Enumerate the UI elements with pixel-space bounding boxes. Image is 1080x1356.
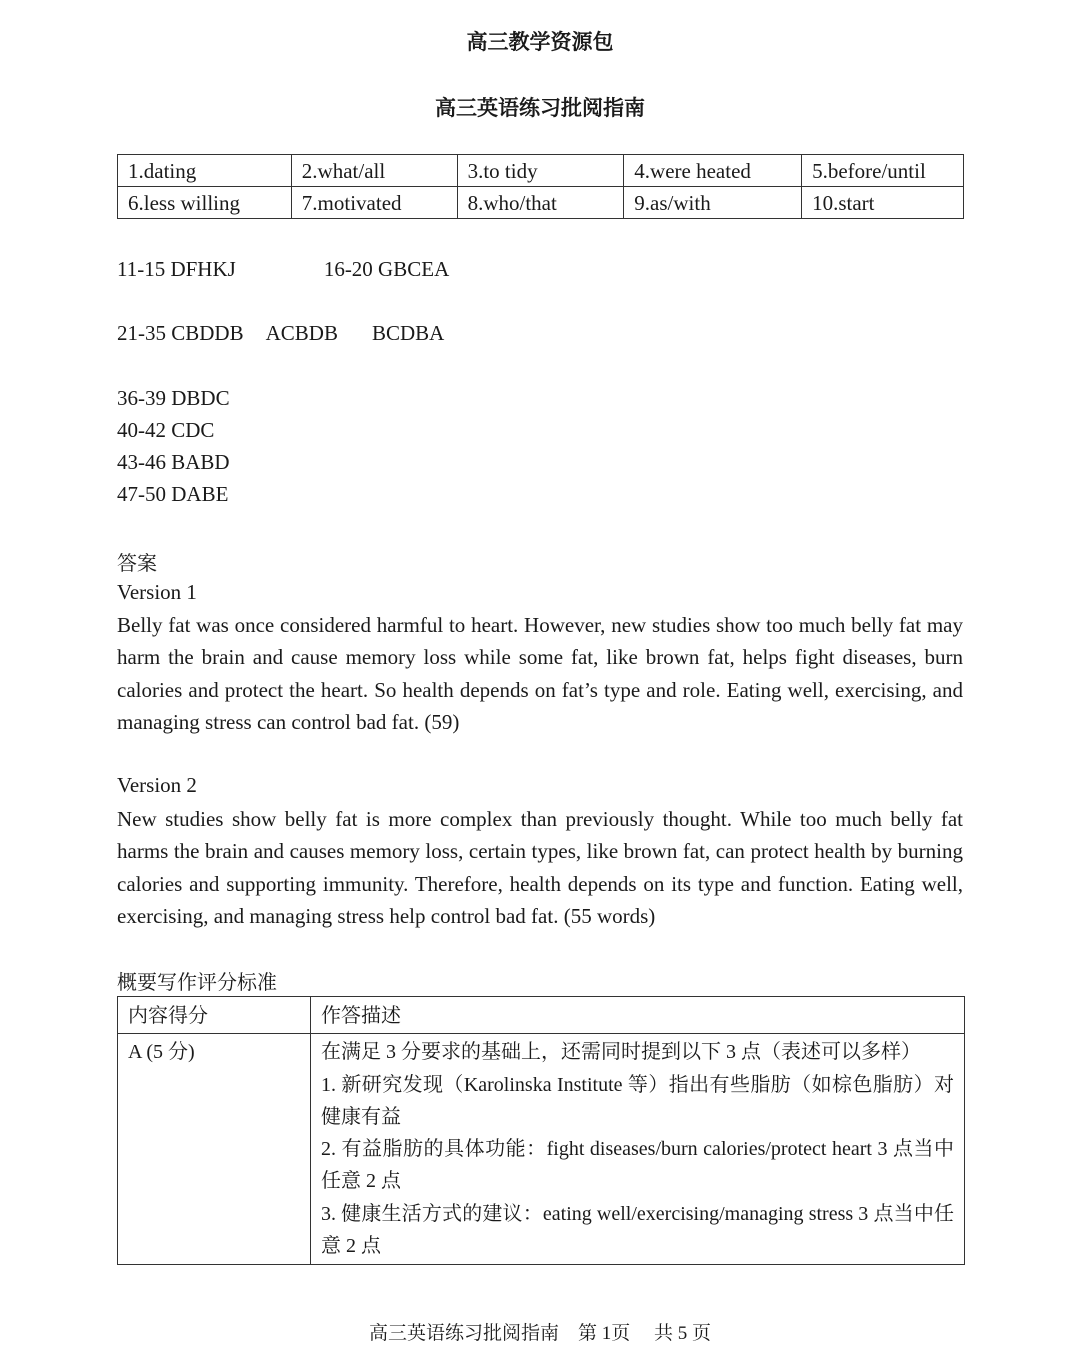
table-row: [118, 187, 964, 219]
answer-cell: 5.before/until: [802, 155, 964, 187]
answer-cell: 10.start: [802, 187, 964, 219]
answer-heading: 答案: [117, 551, 157, 575]
table-row: [118, 155, 964, 187]
answer-cell: 4.were heated: [624, 155, 802, 187]
version-2-text: New studies show belly fat is more complex than previously thought. While too much belly fat harms the brain and causes memory loss, certain types, like brown fat, can protect health by burning calories and supporting immunity. Therefore, health depends on its type and function. Eating well, exercising, and managing stress help control bad fat. (55 words): [117, 807, 963, 928]
column-header-description: 作答描述: [311, 997, 965, 1034]
score-cell: A (5 分): [118, 1034, 311, 1265]
answer-cell: 7.motivated: [291, 187, 457, 219]
version-1-text: Belly fat was once considered harmful to heart. However, new studies show too much belly fat may harm the brain and cause memory loss while some fat, like brown fat, helps fight diseases, burn calories and protect the heart. So health depends on fat’s type and role. Eating well, exercising, and managing stress can control bad fat. (59): [117, 613, 963, 734]
choice-answers: 47-50 DABE: [117, 482, 229, 506]
column-header-score: 内容得分: [118, 997, 311, 1034]
document-subtitle: 高三英语练习批阅指南: [435, 96, 645, 120]
description-cell: [311, 1034, 965, 1265]
answer-cell: 2.what/all: [291, 155, 457, 187]
answer-cell: 8.who/that: [457, 187, 624, 219]
rubric-title: 概要写作评分标准: [117, 970, 277, 994]
choice-answers: 40-42 CDC: [117, 418, 215, 442]
answer-cell: 9.as/with: [624, 187, 802, 219]
answer-table: [117, 154, 964, 219]
page-footer: 高三英语练习批阅指南 第 1页 共 5 页: [368, 1323, 711, 1344]
answer-cell: 1.dating: [118, 155, 292, 187]
description-line: 在满足 3 分要求的基础上，还需同时提到以下 3 点（表述可以多样）: [321, 1041, 921, 1064]
description-line: 3. 健康生活方式的建议：eating well/exercising/managing stress 3 点当中任意 2 点: [321, 1202, 954, 1258]
document-title: 高三教学资源包: [466, 30, 614, 54]
version-2-label: Version 2: [117, 773, 197, 797]
choice-answers: 11-15 DFHKJ: [117, 257, 236, 281]
table-row: [118, 997, 965, 1034]
choice-answers: 36-39 DBDC: [117, 386, 230, 410]
answer-cell: 3.to tidy: [457, 155, 624, 187]
table-row: [118, 1034, 965, 1265]
choice-answers: ACBDB: [265, 321, 338, 345]
answer-cell: 6.less willing: [118, 187, 292, 219]
description-line: 1. 新研究发现（Karolinska Institute 等）指出有些脂肪（如棕色脂肪）对健康有益: [321, 1073, 954, 1128]
choice-answers: 43-46 BABD: [117, 450, 230, 474]
choice-answers: 16-20 GBCEA: [323, 257, 450, 281]
rubric-table: [117, 996, 965, 1265]
choice-answers: 21-35 CBDDB: [117, 321, 244, 345]
description-line: 2. 有益脂肪的具体功能：fight diseases/burn calories/protect heart 3 点当中任意 2 点: [321, 1138, 954, 1193]
choice-answers: BCDBA: [371, 321, 445, 345]
choice-line-11-20: [117, 257, 449, 282]
choice-line-21-35: [117, 321, 444, 346]
version-1-label: Version 1: [117, 580, 197, 604]
